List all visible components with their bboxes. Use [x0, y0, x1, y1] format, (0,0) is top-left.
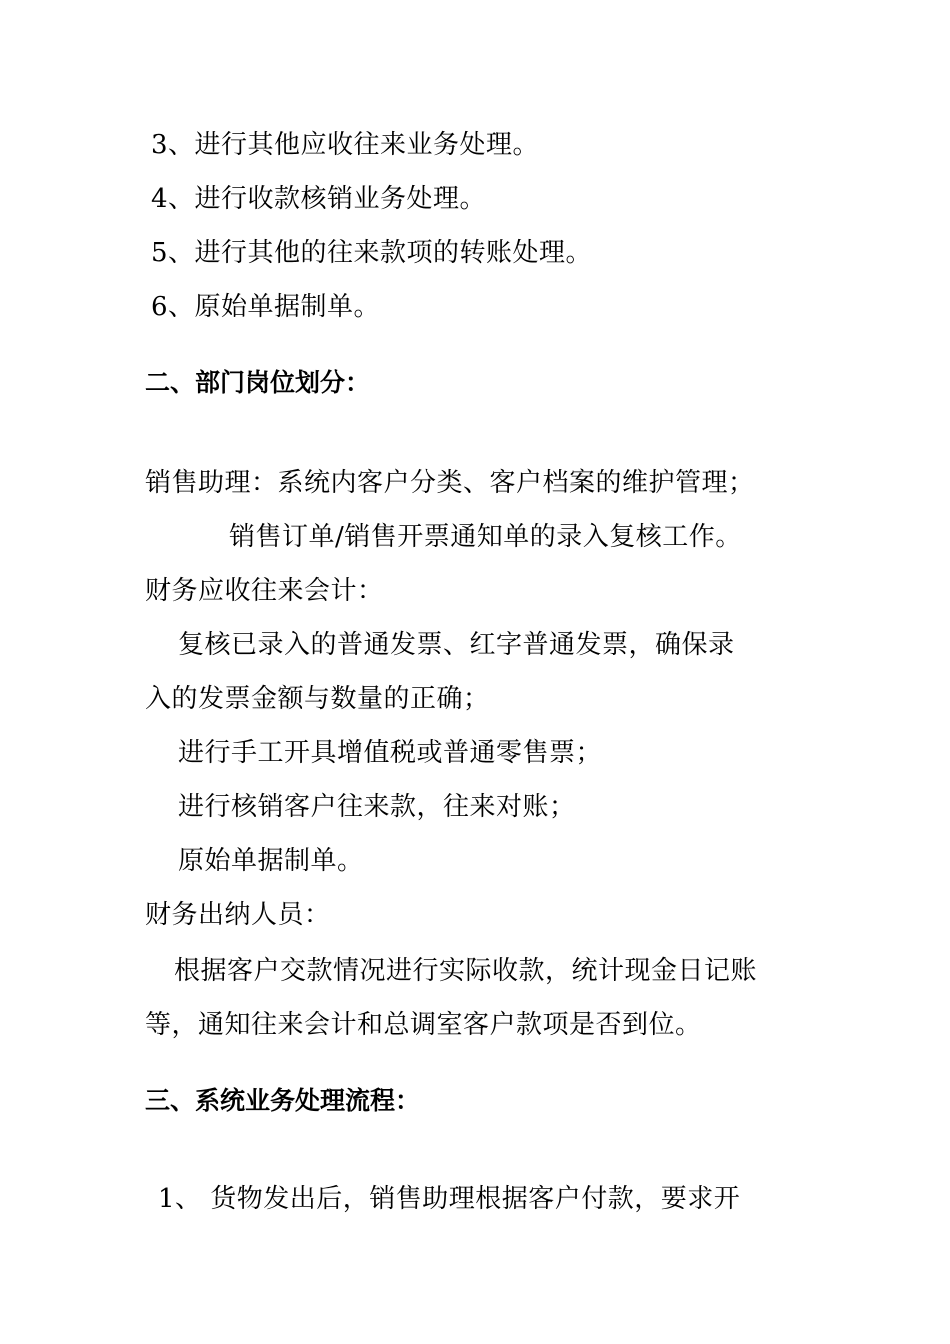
ar-accountant-title: 财务应收往来会计：: [145, 576, 384, 606]
ar-accountant-duty4: 原始单据制单。: [178, 846, 364, 876]
sales-assistant-duty-line2: 销售订单/销售开票通知单的录入复核工作。: [229, 522, 742, 552]
process-step-1-line1: 1、 货物发出后，销售助理根据客户付款，要求开: [158, 1184, 741, 1214]
ar-accountant-duty1-line1: 复核已录入的普通发票、红字普通发票，确保录: [178, 630, 735, 660]
cashier-title: 财务出纳人员：: [145, 900, 331, 930]
section-heading-department-roles: 二、部门岗位划分：: [145, 368, 371, 397]
list-item-5: 5、进行其他的往来款项的转账处理。: [151, 238, 593, 268]
list-item-3: 3、进行其他应收往来业务处理。: [151, 130, 540, 160]
section-heading-process-flow: 三、系统业务处理流程：: [145, 1086, 421, 1115]
list-item-6: 6、原始单据制单。: [151, 292, 381, 322]
ar-accountant-duty2: 进行手工开具增值税或普通零售票；: [178, 738, 603, 768]
list-item-4: 4、进行收款核销业务处理。: [151, 184, 487, 214]
cashier-duty-line1: 根据客户交款情况进行实际收款，统计现金日记账: [174, 956, 758, 986]
ar-accountant-duty3: 进行核销客户往来款，往来对账；: [178, 792, 576, 822]
sales-assistant-duty-line1: 销售助理：系统内客户分类、客户档案的维护管理；: [145, 468, 755, 498]
cashier-duty-line2: 等，通知往来会计和总调室客户款项是否到位。: [145, 1010, 702, 1040]
ar-accountant-duty1-line2: 入的发票金额与数量的正确；: [145, 684, 490, 714]
